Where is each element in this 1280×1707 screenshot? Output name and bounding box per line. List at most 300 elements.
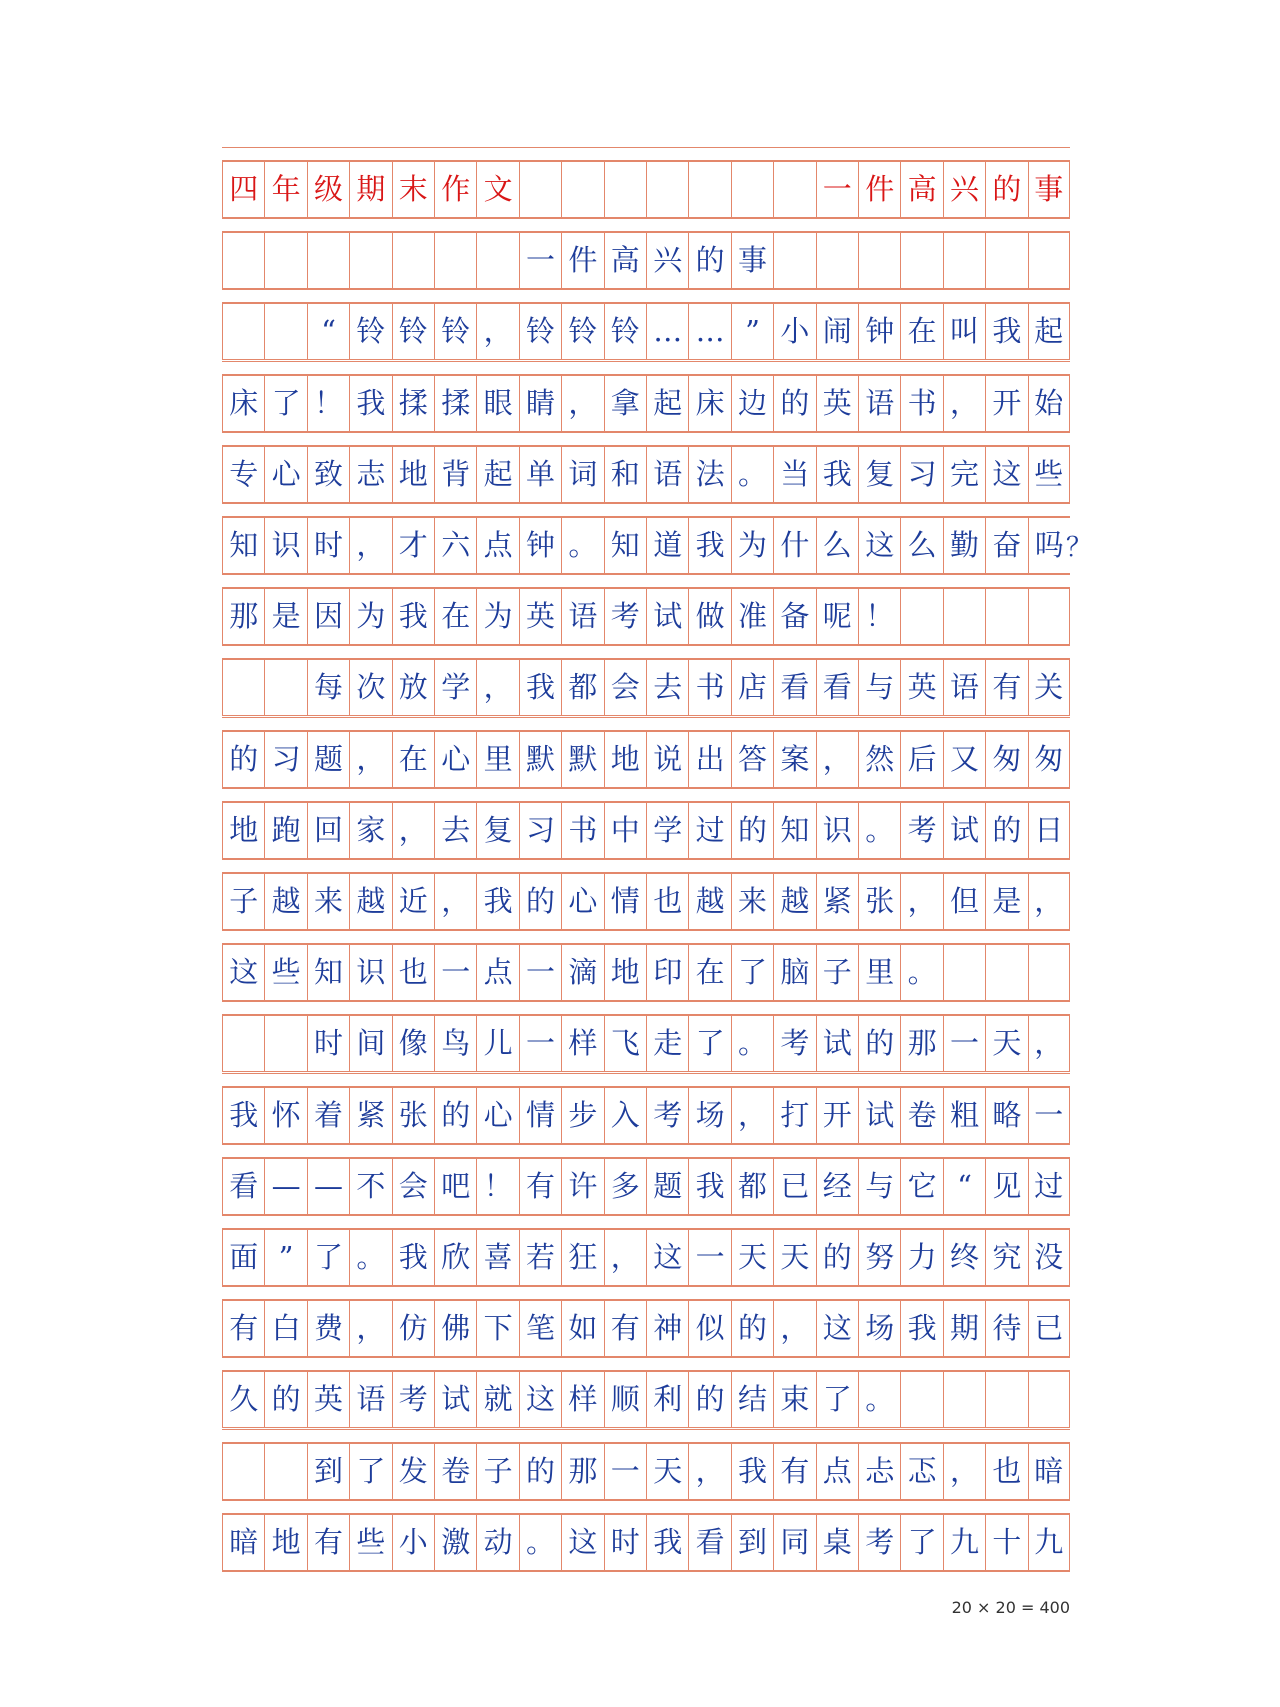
grid-cell: 店 [731, 660, 773, 715]
grid-cell: 地 [604, 732, 646, 787]
grid-cell: 些 [1028, 447, 1070, 502]
grid-cell: 时 [307, 518, 349, 573]
grid-cell: 的 [985, 162, 1027, 217]
grid-row [222, 375, 1070, 432]
grid-cell: 揉 [392, 376, 434, 431]
grid-cell: 学 [646, 803, 688, 858]
grid-cell [816, 233, 858, 288]
grid-cell: ， [900, 874, 942, 929]
grid-cell: 一 [604, 1444, 646, 1499]
grid-cell: 在 [688, 945, 730, 1000]
grid-cell: 那 [900, 1016, 942, 1071]
grid-cell: 顺 [604, 1372, 646, 1427]
grid-cell: 了 [816, 1372, 858, 1427]
grid-cell: 已 [773, 1159, 815, 1214]
grid-cell: 学 [434, 660, 476, 715]
grid-cell: 一 [688, 1230, 730, 1285]
row-spacer [222, 289, 1070, 303]
grid-cell: 有 [307, 1515, 349, 1570]
grid-cell: 这 [985, 447, 1027, 502]
grid-cell: 束 [773, 1372, 815, 1427]
grid-cell: 又 [943, 732, 985, 787]
grid-cell: 铃 [349, 304, 391, 359]
grid-row [222, 1087, 1070, 1144]
grid-cell: 欣 [434, 1230, 476, 1285]
grid-cell: 叫 [943, 304, 985, 359]
grid-cell: 才 [392, 518, 434, 573]
grid-cell: 识 [264, 518, 306, 573]
grid-cell: ， [604, 1230, 646, 1285]
grid-cell: 但 [943, 874, 985, 929]
grid-cell: 了 [349, 1444, 391, 1499]
grid-cell: 起 [476, 447, 518, 502]
grid-cell: 它 [900, 1159, 942, 1214]
grid-cell: 那 [561, 1444, 603, 1499]
grid-cell: 复 [858, 447, 900, 502]
grid-cell: 为 [731, 518, 773, 573]
grid-cell: 费 [307, 1301, 349, 1356]
grid-cell: 九 [943, 1515, 985, 1570]
grid-cell [264, 660, 306, 715]
grid-row [222, 1229, 1070, 1286]
grid-cell: 忐 [858, 1444, 900, 1499]
grid-row [222, 1443, 1070, 1500]
grid-count-label: 20 × 20 = 400 [951, 1598, 1070, 1617]
grid-cell: 点 [816, 1444, 858, 1499]
grid-cell: 同 [773, 1515, 815, 1570]
grid-cell: 飞 [604, 1016, 646, 1071]
grid-cell: 笔 [519, 1301, 561, 1356]
grid-cell: 的 [688, 1372, 730, 1427]
grid-cell: 一 [1028, 1088, 1070, 1143]
grid-cell: 终 [943, 1230, 985, 1285]
grid-cell: 是 [985, 874, 1027, 929]
grid-cell: 十 [985, 1515, 1027, 1570]
grid-cell: 的 [519, 1444, 561, 1499]
grid-row [222, 1015, 1070, 1072]
grid-cell: 考 [858, 1515, 900, 1570]
grid-cell: 样 [561, 1372, 603, 1427]
grid-cell: 在 [392, 732, 434, 787]
row-spacer [222, 1215, 1070, 1229]
grid-cell: 卷 [434, 1444, 476, 1499]
grid-cell: 和 [604, 447, 646, 502]
grid-cell: ！ [858, 589, 900, 644]
grid-cell: 略 [985, 1088, 1027, 1143]
grid-cell: 我 [392, 1230, 434, 1285]
grid-cell: 都 [731, 1159, 773, 1214]
grid-cell: 小 [392, 1515, 434, 1570]
grid-cell: 铃 [434, 304, 476, 359]
grid-cell [858, 233, 900, 288]
grid-cell [1028, 589, 1070, 644]
grid-cell: 的 [222, 732, 264, 787]
grid-row [222, 1371, 1070, 1428]
grid-cell: 期 [943, 1301, 985, 1356]
grid-cell: — [307, 1159, 349, 1214]
grid-cell: 会 [604, 660, 646, 715]
grid-cell: 。 [900, 945, 942, 1000]
grid-cell: 说 [646, 732, 688, 787]
grid-cell: 做 [688, 589, 730, 644]
grid-cell: 地 [604, 945, 646, 1000]
header-row [222, 161, 1070, 218]
grid-cell: 起 [646, 376, 688, 431]
grid-cell: 题 [307, 732, 349, 787]
grid-cell: 我 [519, 660, 561, 715]
grid-cell: 也 [646, 874, 688, 929]
grid-cell [688, 162, 730, 217]
grid-cell: 知 [773, 803, 815, 858]
grid-cell: 呢 [816, 589, 858, 644]
grid-cell: 边 [731, 376, 773, 431]
grid-cell: 过 [688, 803, 730, 858]
grid-cell: 在 [434, 589, 476, 644]
row-spacer [222, 1144, 1070, 1158]
grid-cell: ！ [307, 376, 349, 431]
grid-cell: 经 [816, 1159, 858, 1214]
grid-cell: ， [349, 1301, 391, 1356]
grid-cell: 点 [476, 945, 518, 1000]
grid-cell: 点 [476, 518, 518, 573]
grid-cell [773, 162, 815, 217]
grid-cell: ， [349, 518, 391, 573]
grid-cell: 久 [222, 1372, 264, 1427]
grid-cell: 到 [307, 1444, 349, 1499]
grid-cell: 天 [731, 1230, 773, 1285]
writing-grid [222, 147, 1092, 1571]
grid-cell: ， [1028, 1016, 1070, 1071]
grid-cell: 步 [561, 1088, 603, 1143]
grid-cell: 语 [858, 376, 900, 431]
grid-cell: 我 [222, 1088, 264, 1143]
grid-cell: 有 [222, 1301, 264, 1356]
grid-cell: 床 [688, 376, 730, 431]
grid-cell [900, 589, 942, 644]
grid-cell: 作 [434, 162, 476, 217]
grid-cell: 我 [900, 1301, 942, 1356]
grid-cell: 力 [900, 1230, 942, 1285]
row-spacer [222, 788, 1070, 802]
grid-cell: 习 [900, 447, 942, 502]
grid-cell: 英 [519, 589, 561, 644]
grid-cell: 的 [688, 233, 730, 288]
grid-cell: 我 [688, 1159, 730, 1214]
grid-cell: 钟 [519, 518, 561, 573]
grid-cell: 里 [476, 732, 518, 787]
grid-cell: 有 [985, 660, 1027, 715]
grid-cell: 暗 [222, 1515, 264, 1570]
grid-cell: 睛 [519, 376, 561, 431]
grid-cell: 子 [816, 945, 858, 1000]
grid-cell: 默 [561, 732, 603, 787]
grid-cell: 件 [561, 233, 603, 288]
grid-cell: 紧 [816, 874, 858, 929]
grid-cell: 忑 [900, 1444, 942, 1499]
grid-cell: 心 [434, 732, 476, 787]
grid-cell: 我 [392, 589, 434, 644]
grid-cell: 复 [476, 803, 518, 858]
grid-cell [943, 589, 985, 644]
grid-cell [222, 304, 264, 359]
grid-cell: ， [349, 732, 391, 787]
grid-cell: 勤 [943, 518, 985, 573]
grid-cell: 英 [307, 1372, 349, 1427]
grid-cell: 发 [392, 1444, 434, 1499]
grid-cell: 激 [434, 1515, 476, 1570]
grid-cell: 子 [222, 874, 264, 929]
grid-cell: 备 [773, 589, 815, 644]
grid-cell: 匆 [1028, 732, 1070, 787]
grid-cell: 。 [731, 1016, 773, 1071]
grid-cell: 吧 [434, 1159, 476, 1214]
grid-cell: 一 [816, 162, 858, 217]
grid-cell: 我 [688, 518, 730, 573]
grid-cell: 试 [646, 589, 688, 644]
grid-cell: 书 [900, 376, 942, 431]
grid-cell: 样 [561, 1016, 603, 1071]
grid-cell [731, 162, 773, 217]
grid-cell [519, 162, 561, 217]
grid-cell: 有 [773, 1444, 815, 1499]
grid-cell: 背 [434, 447, 476, 502]
grid-cell: 奋 [985, 518, 1027, 573]
grid-cell [1028, 233, 1070, 288]
grid-cell: 天 [985, 1016, 1027, 1071]
grid-cell: 怀 [264, 1088, 306, 1143]
grid-cell: 打 [773, 1088, 815, 1143]
grid-cell: ， [434, 874, 476, 929]
grid-cell: 。 [858, 803, 900, 858]
grid-cell: 情 [604, 874, 646, 929]
grid-cell: 六 [434, 518, 476, 573]
grid-cell: 入 [604, 1088, 646, 1143]
grid-cell: ， [943, 376, 985, 431]
grid-cell: 知 [307, 945, 349, 1000]
grid-cell: 志 [349, 447, 391, 502]
grid-cell: 这 [646, 1230, 688, 1285]
grid-cell: 九 [1028, 1515, 1070, 1570]
grid-cell: … [688, 304, 730, 359]
grid-cell: 待 [985, 1301, 1027, 1356]
grid-cell: 神 [646, 1301, 688, 1356]
grid-cell: 一 [519, 233, 561, 288]
grid-cell: 已 [1028, 1301, 1070, 1356]
grid-cell: 闹 [816, 304, 858, 359]
grid-cell: … [646, 304, 688, 359]
grid-cell: 专 [222, 447, 264, 502]
grid-cell: 紧 [349, 1088, 391, 1143]
grid-cell: 匆 [985, 732, 1027, 787]
grid-cell: 。 [561, 518, 603, 573]
grid-cell [264, 1444, 306, 1499]
row-spacer [222, 574, 1070, 588]
grid-cell: 拿 [604, 376, 646, 431]
grid-cell: 印 [646, 945, 688, 1000]
grid-cell: 语 [349, 1372, 391, 1427]
grid-cell: 情 [519, 1088, 561, 1143]
grid-cell: 越 [349, 874, 391, 929]
grid-cell: 看 [816, 660, 858, 715]
grid-cell: 在 [900, 304, 942, 359]
grid-cell: 铃 [604, 304, 646, 359]
grid-cell [943, 945, 985, 1000]
grid-cell: 高 [900, 162, 942, 217]
grid-cell: ， [943, 1444, 985, 1499]
grid-cell: 出 [688, 732, 730, 787]
grid-cell: 有 [604, 1301, 646, 1356]
grid-cell [349, 233, 391, 288]
grid-cell: 跑 [264, 803, 306, 858]
grid-cell: 眼 [476, 376, 518, 431]
grid-cell: 铃 [392, 304, 434, 359]
grid-cell: 考 [392, 1372, 434, 1427]
grid-cell: 见 [985, 1159, 1027, 1214]
grid-cell: 考 [604, 589, 646, 644]
grid-cell: 的 [731, 803, 773, 858]
grid-cell: 走 [646, 1016, 688, 1071]
grid-cell: 语 [646, 447, 688, 502]
grid-cell: 考 [646, 1088, 688, 1143]
grid-cell: 都 [561, 660, 603, 715]
grid-cell: 这 [222, 945, 264, 1000]
grid-cell: 的 [731, 1301, 773, 1356]
grid-cell: 道 [646, 518, 688, 573]
grid-cell: 习 [264, 732, 306, 787]
grid-cell: 的 [519, 874, 561, 929]
row-spacer [222, 432, 1070, 446]
grid-cell: 结 [731, 1372, 773, 1427]
grid-cell [1028, 1372, 1070, 1427]
overflow-punctuation: ？ [1065, 533, 1092, 563]
grid-cell: 里 [858, 945, 900, 1000]
grid-cell: 词 [561, 447, 603, 502]
row-spacer [222, 1001, 1070, 1015]
grid-cell: 知 [222, 518, 264, 573]
grid-row [222, 517, 1092, 574]
grid-cell: 利 [646, 1372, 688, 1427]
grid-cell: 我 [985, 304, 1027, 359]
grid-cell: ， [476, 660, 518, 715]
grid-cell: 日 [1028, 803, 1070, 858]
grid-cell: 究 [985, 1230, 1027, 1285]
grid-cell: 努 [858, 1230, 900, 1285]
grid-cell [985, 945, 1027, 1000]
grid-cell: ， [731, 1088, 773, 1143]
grid-cell: 似 [688, 1301, 730, 1356]
grid-cell: 有 [519, 1159, 561, 1214]
grid-cell: 中 [604, 803, 646, 858]
grid-cell: 书 [561, 803, 603, 858]
grid-cell: 着 [307, 1088, 349, 1143]
grid-cell: ， [773, 1301, 815, 1356]
grid-cell: 开 [985, 376, 1027, 431]
grid-cell: 些 [349, 1515, 391, 1570]
grid-cell: 这 [858, 518, 900, 573]
grid-cell [392, 233, 434, 288]
row-spacer [222, 147, 1070, 161]
grid-cell: 看 [688, 1515, 730, 1570]
row-spacer [222, 1286, 1070, 1300]
grid-cell: 多 [604, 1159, 646, 1214]
grid-cell: 试 [943, 803, 985, 858]
grid-cell: 会 [392, 1159, 434, 1214]
grid-cell: 件 [858, 162, 900, 217]
grid-cell: 兴 [646, 233, 688, 288]
grid-cell: 末 [392, 162, 434, 217]
grid-cell: 法 [688, 447, 730, 502]
grid-cell [1028, 945, 1070, 1000]
grid-cell: 事 [1028, 162, 1070, 217]
row-spacer [222, 1571, 1070, 1573]
grid-cell: 了 [731, 945, 773, 1000]
grid-cell: 暗 [1028, 1444, 1070, 1499]
grid-cell: 开 [816, 1088, 858, 1143]
grid-cell [985, 1372, 1027, 1427]
grid-cell: 我 [816, 447, 858, 502]
grid-row [222, 232, 1070, 289]
grid-cell: 张 [392, 1088, 434, 1143]
grid-cell: 地 [222, 803, 264, 858]
grid-cell: 单 [519, 447, 561, 502]
grid-cell [561, 162, 603, 217]
grid-cell: 什 [773, 518, 815, 573]
grid-cell: 次 [349, 660, 391, 715]
grid-cell: ， [392, 803, 434, 858]
grid-cell: 铃 [519, 304, 561, 359]
grid-cell: 我 [646, 1515, 688, 1570]
grid-cell: 子 [476, 1444, 518, 1499]
grid-cell: 若 [519, 1230, 561, 1285]
grid-row [222, 1300, 1070, 1357]
grid-cell: 书 [688, 660, 730, 715]
grid-cell: 粗 [943, 1088, 985, 1143]
grid-cell: 答 [731, 732, 773, 787]
grid-cell: 文 [476, 162, 518, 217]
grid-cell: 家 [349, 803, 391, 858]
grid-cell: 一 [943, 1016, 985, 1071]
grid-cell: 高 [604, 233, 646, 288]
grid-cell: 与 [858, 660, 900, 715]
grid-cell: 佛 [434, 1301, 476, 1356]
grid-cell: 的 [858, 1016, 900, 1071]
grid-cell: “ [307, 304, 349, 359]
row-spacer [222, 1073, 1070, 1087]
grid-cell: 卷 [900, 1088, 942, 1143]
grid-cell: 喜 [476, 1230, 518, 1285]
grid-cell: 心 [476, 1088, 518, 1143]
grid-cell: 时 [604, 1515, 646, 1570]
grid-cell [307, 233, 349, 288]
grid-cell: 近 [392, 874, 434, 929]
grid-row [222, 944, 1070, 1001]
grid-cell: 。 [349, 1230, 391, 1285]
grid-cell [264, 233, 306, 288]
grid-cell: 一 [434, 945, 476, 1000]
grid-cell: 看 [773, 660, 815, 715]
grid-cell: 识 [349, 945, 391, 1000]
grid-cell [985, 589, 1027, 644]
grid-cell: 了 [900, 1515, 942, 1570]
grid-cell [943, 233, 985, 288]
grid-cell: 一 [519, 1016, 561, 1071]
grid-cell: 狂 [561, 1230, 603, 1285]
grid-row [222, 873, 1070, 930]
row-spacer [222, 717, 1070, 731]
grid-cell: 心 [264, 447, 306, 502]
grid-cell [900, 233, 942, 288]
grid-cell: 来 [307, 874, 349, 929]
